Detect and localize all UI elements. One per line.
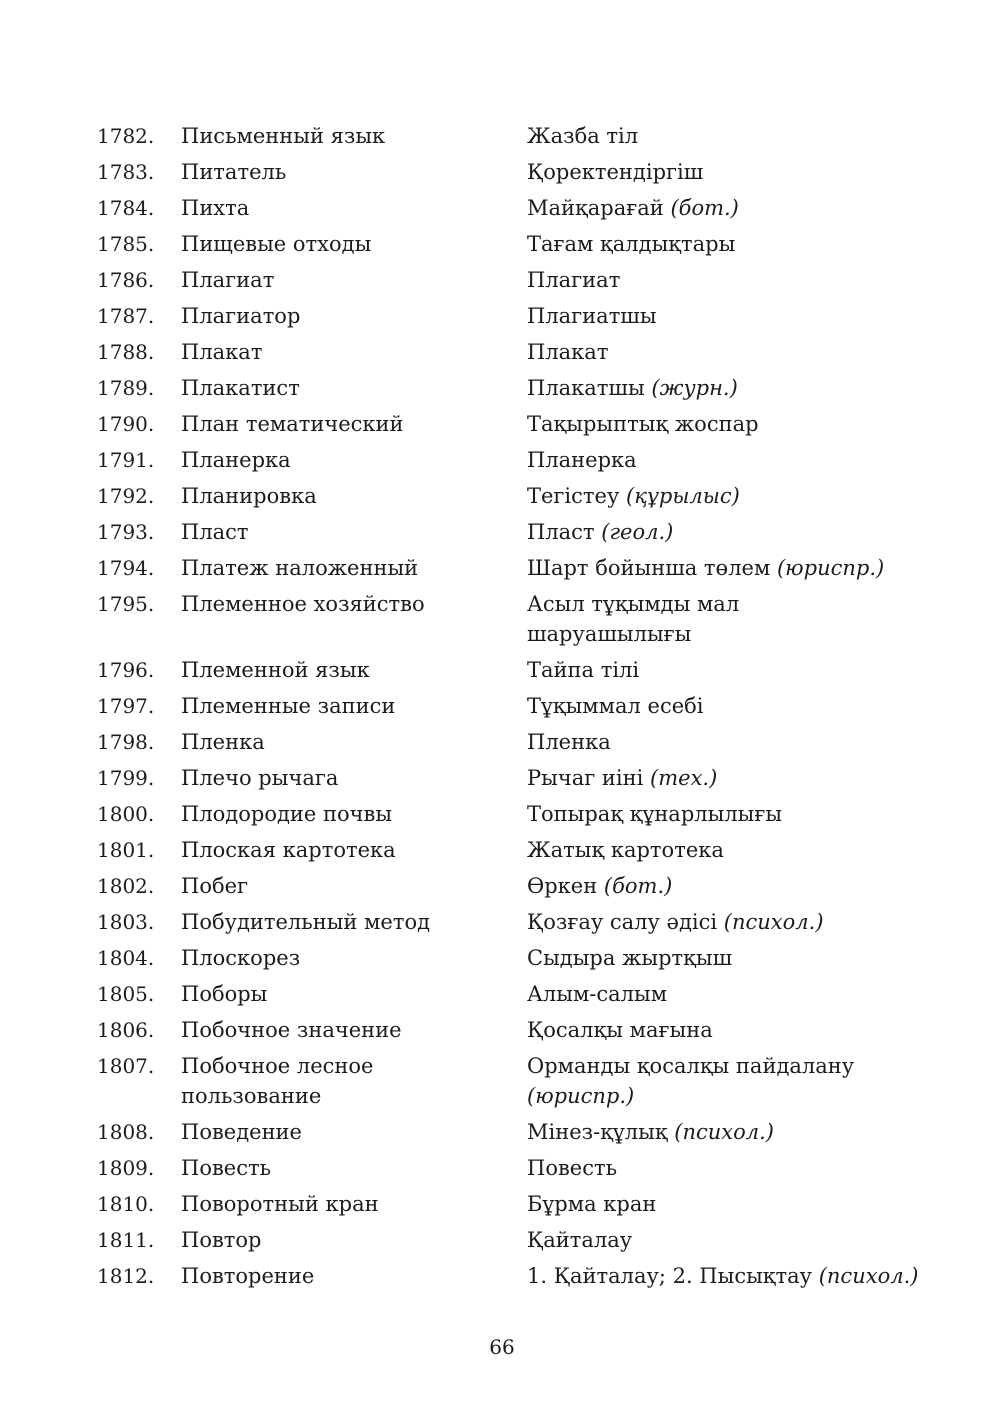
russian-term: Племенной язык xyxy=(181,658,370,682)
entry-number: 1790. xyxy=(97,412,155,436)
entry-number: 1789. xyxy=(97,376,155,400)
kazakh-term: Плагиатшы xyxy=(527,304,657,328)
kazakh-term: Тұқыммал есебі xyxy=(527,694,704,718)
kazakh-term: Тегістеу (құрылыс) xyxy=(527,484,740,508)
russian-term: Плакатист xyxy=(181,376,300,400)
russian-term: Платеж наложенный xyxy=(181,556,419,580)
entry-row xyxy=(0,691,1004,727)
entry-number: 1797. xyxy=(97,694,155,718)
russian-term: Письменный язык xyxy=(181,124,386,148)
kazakh-term: Планерка xyxy=(527,448,637,472)
russian-term: Поведение xyxy=(181,1120,302,1144)
kazakh-term: Қайталау xyxy=(527,1228,633,1252)
russian-term: План тематический xyxy=(181,412,404,436)
domain-tag: (журн.) xyxy=(651,376,738,400)
russian-term: Плагиат xyxy=(181,268,275,292)
russian-term: Плоскорез xyxy=(181,946,301,970)
entry-row xyxy=(0,1153,1004,1189)
kazakh-term: Пленка xyxy=(527,730,611,754)
entry-row xyxy=(0,1225,1004,1261)
entry-row xyxy=(0,229,1004,265)
entry-row xyxy=(0,799,1004,835)
entry-number: 1783. xyxy=(97,160,155,184)
entry-row xyxy=(0,409,1004,445)
russian-term: Повтор xyxy=(181,1228,262,1252)
russian-term: Поборы xyxy=(181,982,268,1006)
entry-row xyxy=(0,265,1004,301)
domain-tag: (психол.) xyxy=(818,1264,919,1288)
russian-term: Поворотный кран xyxy=(181,1192,379,1216)
entry-number: 1801. xyxy=(97,838,155,862)
entry-number: 1808. xyxy=(97,1120,155,1144)
entry-number: 1806. xyxy=(97,1018,155,1042)
entry-row xyxy=(0,1189,1004,1225)
kazakh-term: 1. Қайталау; 2. Пысықтау (психол.) xyxy=(527,1264,919,1288)
entry-number: 1795. xyxy=(97,592,155,616)
entry-row xyxy=(0,1015,1004,1051)
russian-term: Планировка xyxy=(181,484,317,508)
russian-term: Питатель xyxy=(181,160,287,184)
domain-tag: (геол.) xyxy=(601,520,674,544)
entry-row xyxy=(0,121,1004,157)
russian-term: Побочное лесное пользование xyxy=(181,1051,373,1111)
kazakh-term: Қоректендіргіш xyxy=(527,160,704,184)
kazakh-term: Рычаг иіні (тех.) xyxy=(527,766,718,790)
russian-term: Повесть xyxy=(181,1156,272,1180)
domain-tag: (бот.) xyxy=(603,874,673,898)
kazakh-term: Алым-салым xyxy=(527,982,668,1006)
entry-number: 1798. xyxy=(97,730,155,754)
entry-number: 1792. xyxy=(97,484,155,508)
glossary-entries xyxy=(0,121,1004,1297)
entry-row xyxy=(0,907,1004,943)
kazakh-term: Тағам қалдықтары xyxy=(527,232,736,256)
entry-row xyxy=(0,1261,1004,1297)
russian-term: Плакат xyxy=(181,340,263,364)
kazakh-term: Пласт (геол.) xyxy=(527,520,674,544)
entry-number: 1810. xyxy=(97,1192,155,1216)
russian-term: Пласт xyxy=(181,520,249,544)
entry-row xyxy=(0,589,1004,655)
entry-number: 1799. xyxy=(97,766,155,790)
kazakh-term: Бұрма кран xyxy=(527,1192,657,1216)
russian-term: Племенные записи xyxy=(181,694,396,718)
kazakh-term: Тайпа тілі xyxy=(527,658,640,682)
entry-number: 1791. xyxy=(97,448,155,472)
entry-number: 1803. xyxy=(97,910,155,934)
kazakh-term: Шарт бойынша төлем (юриспр.) xyxy=(527,556,885,580)
russian-term: Плагиатор xyxy=(181,304,301,328)
russian-term: Побудительный метод xyxy=(181,910,431,934)
entry-row xyxy=(0,481,1004,517)
entry-number: 1784. xyxy=(97,196,155,220)
entry-number: 1785. xyxy=(97,232,155,256)
entry-row xyxy=(0,871,1004,907)
russian-term: Плодородие почвы xyxy=(181,802,393,826)
domain-tag: (психол.) xyxy=(723,910,824,934)
entry-number: 1793. xyxy=(97,520,155,544)
entry-row xyxy=(0,193,1004,229)
entry-row xyxy=(0,445,1004,481)
page-number: 66 xyxy=(489,1335,515,1359)
kazakh-term: Плакатшы (журн.) xyxy=(527,376,738,400)
entry-number: 1805. xyxy=(97,982,155,1006)
kazakh-term: Жазба тіл xyxy=(527,124,639,148)
domain-tag: (юриспр.) xyxy=(776,556,885,580)
domain-tag: (тех.) xyxy=(650,766,718,790)
entry-number: 1796. xyxy=(97,658,155,682)
kazakh-term: Майқарағай (бот.) xyxy=(527,196,739,220)
entry-row xyxy=(0,763,1004,799)
kazakh-term: Плагиат xyxy=(527,268,621,292)
entry-number: 1786. xyxy=(97,268,155,292)
russian-term-line-2: пользование xyxy=(181,1084,322,1108)
kazakh-term: Жатық картотека xyxy=(527,838,724,862)
entry-number: 1782. xyxy=(97,124,155,148)
kazakh-term: Топырақ құнарлылығы xyxy=(527,802,783,826)
entry-row xyxy=(0,517,1004,553)
entry-row xyxy=(0,979,1004,1015)
entry-row xyxy=(0,1117,1004,1153)
kazakh-term: Өркен (бот.) xyxy=(527,874,673,898)
kazakh-term: Мінез-құлық (психол.) xyxy=(527,1120,774,1144)
entry-number: 1809. xyxy=(97,1156,155,1180)
russian-term: Повторение xyxy=(181,1264,315,1288)
entry-row xyxy=(0,727,1004,763)
entry-row xyxy=(0,157,1004,193)
russian-term: Планерка xyxy=(181,448,291,472)
russian-term: Пихта xyxy=(181,196,250,220)
kazakh-term: Қосалқы мағына xyxy=(527,1018,713,1042)
russian-term: Плоская картотека xyxy=(181,838,396,862)
domain-tag: (құрылыс) xyxy=(626,484,740,508)
entry-row xyxy=(0,301,1004,337)
domain-tag: (юриспр.) xyxy=(527,1084,635,1108)
entry-row xyxy=(0,337,1004,373)
entry-number: 1794. xyxy=(97,556,155,580)
russian-term: Побег xyxy=(181,874,249,898)
entry-number: 1811. xyxy=(97,1228,155,1252)
entry-number: 1788. xyxy=(97,340,155,364)
entry-row xyxy=(0,655,1004,691)
entry-row xyxy=(0,553,1004,589)
entry-row xyxy=(0,835,1004,871)
kazakh-term-line-2: шаруашылығы xyxy=(527,622,692,646)
entry-number: 1804. xyxy=(97,946,155,970)
entry-number: 1787. xyxy=(97,304,155,328)
russian-term: Племенное хозяйство xyxy=(181,592,425,616)
kazakh-term: Орманды қосалқы пайдалану (юриспр.) xyxy=(527,1051,854,1111)
kazakh-term: Сыдыра жыртқыш xyxy=(527,946,733,970)
kazakh-term: Плакат xyxy=(527,340,609,364)
entry-row xyxy=(0,943,1004,979)
russian-term: Плечо рычага xyxy=(181,766,339,790)
russian-term: Побочное значение xyxy=(181,1018,402,1042)
kazakh-term: Асыл тұқымды мал шаруашылығы xyxy=(527,589,739,649)
entry-number: 1800. xyxy=(97,802,155,826)
kazakh-term: Қозғау салу әдісі (психол.) xyxy=(527,910,824,934)
domain-tag: (бот.) xyxy=(670,196,739,220)
entry-number: 1802. xyxy=(97,874,155,898)
entry-number: 1807. xyxy=(97,1054,155,1078)
kazakh-term: Тақырыптық жоспар xyxy=(527,412,759,436)
entry-number: 1812. xyxy=(97,1264,155,1288)
russian-term: Пленка xyxy=(181,730,265,754)
entry-row xyxy=(0,373,1004,409)
kazakh-term: Повесть xyxy=(527,1156,618,1180)
entry-row xyxy=(0,1051,1004,1117)
russian-term: Пищевые отходы xyxy=(181,232,372,256)
domain-tag: (психол.) xyxy=(674,1120,774,1144)
